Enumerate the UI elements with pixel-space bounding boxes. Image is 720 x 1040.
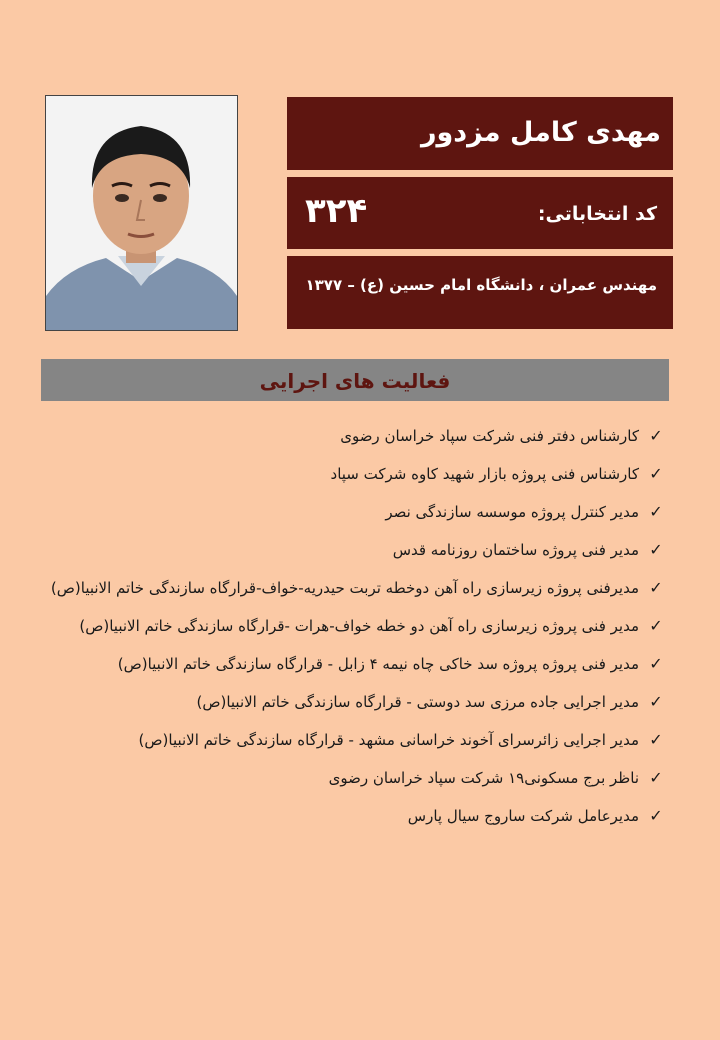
check-icon: ✓: [649, 768, 663, 787]
check-icon: ✓: [649, 540, 663, 559]
list-item: [45, 494, 665, 530]
candidate-name: مهدی کامل مزدور: [420, 117, 661, 148]
election-code-banner: [287, 177, 673, 249]
election-code-value: ۳۲۴: [305, 191, 368, 231]
check-icon: ✓: [649, 806, 663, 825]
check-icon: ✓: [649, 578, 663, 597]
list-item-text: مدیرفنی پروژه زیرسازی راه آهن دوخطه تربت حیدریه-خواف-قرارگاه سازندگی خاتم الانبیا(ص): [50, 579, 639, 597]
check-icon: ✓: [649, 616, 663, 635]
check-icon: ✓: [649, 730, 663, 749]
activities-list: [45, 418, 665, 836]
list-item-text: مدیر فنی پروژه زیرسازی راه آهن دو خطه خواف-هرات -قرارگاه سازندگی خاتم الانبیا(ص): [79, 617, 639, 635]
list-item: [45, 684, 665, 720]
list-item-text: کارشناس دفتر فنی شرکت سپاد خراسان رضوی: [340, 427, 639, 445]
check-icon: ✓: [649, 654, 663, 673]
list-item-text: مدیر اجرایی جاده مرزی سد دوستی - قرارگاه سازندگی خاتم الانبیا(ص): [196, 693, 639, 711]
activities-section-title: فعالیت های اجرایی: [41, 359, 669, 401]
list-item: [45, 760, 665, 796]
check-icon: ✓: [649, 464, 663, 483]
list-item-text: مدیرعامل شرکت ساروج سیال پارس: [407, 807, 639, 825]
education-text: مهندس عمران ، دانشگاه امام حسین (ع) – ۱۳۷۷: [305, 276, 657, 294]
list-item: [45, 532, 665, 568]
name-banner: [287, 97, 673, 170]
check-icon: ✓: [649, 502, 663, 521]
check-icon: ✓: [649, 692, 663, 711]
list-item: [45, 418, 665, 454]
election-code-label: کد انتخاباتی:: [537, 203, 657, 225]
list-item: [45, 608, 665, 644]
list-item: [45, 798, 665, 834]
person-portrait-icon: [46, 96, 237, 330]
list-item-text: مدیر فنی پروژه ساختمان روزنامه قدس: [392, 541, 639, 559]
list-item: [45, 456, 665, 492]
list-item: [45, 570, 665, 606]
list-item-text: مدیر اجرایی زائرسرای آخوند خراسانی مشهد - قرارگاه سازندگی خاتم الانبیا(ص): [138, 731, 639, 749]
list-item-text: مدیر کنترل پروژه موسسه سازندگی نصر: [385, 503, 639, 521]
check-icon: ✓: [649, 426, 663, 445]
list-item-text: کارشناس فنی پروژه بازار شهید کاوه شرکت سپاد: [330, 465, 639, 483]
candidate-photo: [45, 95, 238, 331]
education-banner: [287, 256, 673, 329]
list-item: [45, 646, 665, 682]
list-item-text: ناظر برج مسکونی۱۹ شرکت سپاد خراسان رضوی: [328, 769, 639, 787]
list-item-text: مدیر فنی پروژه پروژه سد خاکی چاه نیمه ۴ زابل - قرارگاه سازندگی خاتم الانبیا(ص): [117, 655, 639, 673]
list-item: [45, 722, 665, 758]
